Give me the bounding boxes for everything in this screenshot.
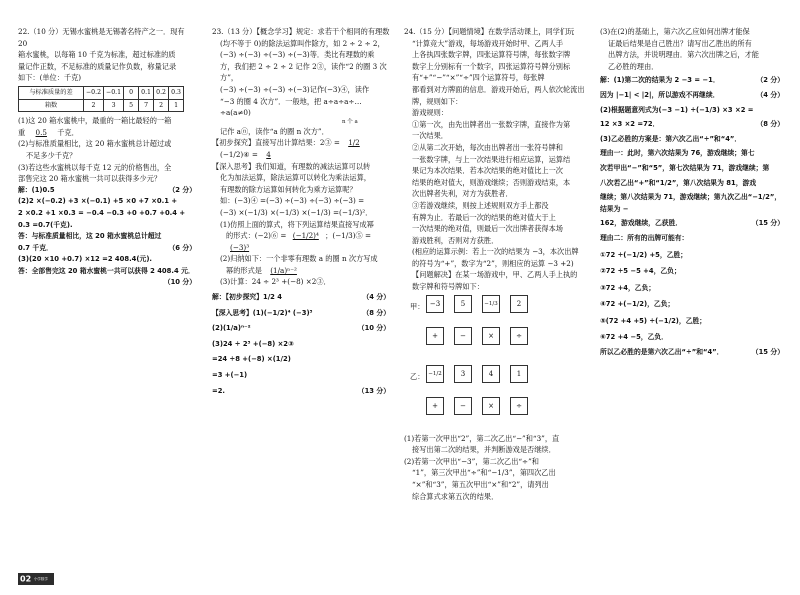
jia-label: 甲：: [410, 301, 425, 311]
q24-rules-title: 游戏规则：: [412, 108, 448, 118]
reason-line: 继续；第八次结果为 71，游戏继续；第九次乙出“−1/2”，结果为 −: [600, 193, 782, 213]
table-cell: 3: [104, 99, 124, 112]
q24-solve: 【问题解决】在某一场游戏中，甲、乙两人手上执的: [412, 270, 578, 280]
q24-part3: 证最后结果是自己胜出？请写出乙胜出的所有: [608, 38, 752, 48]
q24-part3: (3)在(2)的基础上，第六次乙应如何出牌才能保: [600, 27, 750, 36]
jia-operator-card: ×: [482, 327, 500, 345]
solution-line: (3)乙必胜的方案是：第六次乙出“÷”和“4”．: [600, 134, 742, 143]
q24-rule: 有牌为止．若最后一次的结果的绝对值大于上: [412, 212, 556, 222]
table-cell: 7: [139, 99, 154, 112]
q24-part1: 接写出第二次的结果，并判断游戏是否继续．: [412, 445, 556, 455]
case-line: ⑤(72 +4 +5) ÷(−1/2)，乙胜；: [600, 316, 707, 325]
q23-line: (−3) ÷(−3) ÷(−3) ÷(−3)等．类比有理数的乘: [220, 50, 375, 60]
table-cell: 与标准质量的差: [19, 86, 84, 99]
q24-rule: 结果的绝对值大，则游戏继续；否则游戏结束，本: [412, 177, 571, 187]
q24-line: “计算竞大”游戏，每场游戏开始时甲、乙两人手: [412, 38, 564, 48]
jia-number-card: −1/3: [482, 295, 500, 313]
q24-line: 都看到对方牌面的信息．游戏开始后，两人依次轮流出: [412, 84, 585, 94]
final-line: 所以乙必胜的是第六次乙出“÷”和“4”． （15 分）: [600, 348, 784, 357]
solution-line: =3 +(−1): [212, 371, 248, 380]
q23-brace-label: n 个 a: [342, 118, 358, 125]
answer-line: （10 分）: [163, 278, 196, 287]
q24-solve: 数字牌和符号牌如下：: [412, 282, 484, 292]
table-cell: 0.1: [139, 86, 154, 99]
jia-number-card: 2: [510, 295, 528, 313]
table-cell: 0.3: [169, 86, 184, 99]
q22-part1: (1)这 20 箱水蜜桃中，最重的一箱比最轻的一箱: [18, 116, 172, 126]
solution-line: 2 ×0.2 +1 ×0.3 = −0.4 −0.3 +0 +0.7 +0.4 +: [18, 208, 186, 217]
yi-number-card: 1: [510, 365, 528, 383]
question-23-column: [212, 26, 390, 397]
solution-line: 因为 |−1| < |2|，所以游戏不再继续． （4 分）: [600, 90, 784, 99]
q23-line: 方，我们把 2 ÷ 2 ÷ 2 记作 2③，读作“2 的圈 3 次方”，: [220, 61, 387, 83]
yi-number-card: 3: [454, 365, 472, 383]
reason-line: 理由一：此时，第六次结果为 76，游戏继续；第七: [600, 149, 755, 158]
q23-explore: (−1/2)④ = 4: [220, 149, 271, 159]
q24-line: 数字上分别标有一个数字，四张运算符号牌分别标: [412, 61, 571, 71]
solution-line: 解：(1)第二次的结果为 2 −3 = −1． （2 分）: [600, 76, 784, 85]
q23-line: “−3 的圈 4 次方”．一般地，把 a÷a÷a÷…÷a(a≠0): [220, 96, 362, 118]
jia-number-card: −3: [426, 295, 444, 313]
q23-sub2: (2)归纳如下：一个非零有理数 a 的圈 n 次方写成: [220, 254, 378, 264]
q23-line: (−3) ÷(−3) ÷(−3) ÷(−3)记作(−3)④，读作: [220, 84, 370, 94]
q24-line: 24.（15 分）【问题情境】在数学活动课上，同学们玩: [404, 27, 575, 36]
table-cell: −0.2: [84, 86, 104, 99]
q22-part2: 不足多少千克？: [26, 150, 77, 160]
page-number-badge: [18, 573, 54, 585]
answer-line: 答：全部售完这 20 箱水蜜桃一共可以获得 2 408.4 元．: [18, 266, 195, 275]
solution-line: (2)2 ×(−0.2) +3 ×(−0.1) +5 ×0 +7 ×0.1 +: [18, 197, 178, 206]
q23-sub2: 幂的形式是 (1/a)ⁿ⁻²: [226, 265, 297, 275]
q24-part2: “×”和“3”，第五次甲出“×”和“2”，请列出: [412, 480, 549, 490]
q23-line: (均不等于 0)的除法运算叫作除方，如 2 ÷ 2 ÷ 2，: [220, 38, 385, 48]
q22-part3: 部售完这 20 箱水蜜桃一共可以获得多少元？: [18, 174, 162, 184]
table-cell: 0: [124, 86, 139, 99]
solution-line: =2. （13 分）: [212, 386, 390, 395]
table-cell: −0.1: [104, 86, 124, 99]
q24-rule: ①第一次，由先出牌者出一张数字牌，直接作为第: [412, 119, 571, 129]
yi-operator-card: ÷: [510, 397, 528, 415]
case-line: ②72 ÷5 −5 +4，乙负；: [600, 267, 681, 276]
q22-line: 箱水蜜桃，以每箱 10 千克为标准，超过标准的质: [18, 50, 176, 60]
q24-rule: 果记为本次结果．若本次结果的绝对值比上一次: [412, 166, 563, 176]
solution-line: 解：(1)0.5 （2 分）: [18, 185, 196, 194]
q23-deep: 化为加法运算，除法运算可以转化为乘法运算，: [220, 173, 371, 183]
q24-rule: 次出牌者失利，对方为获胜者．: [412, 189, 513, 199]
q24-part3: 乙必胜的理由．: [608, 61, 659, 71]
yi-operator-card: ×: [482, 397, 500, 415]
answer-line: 答：与标准质量相比，这 20 箱水蜜桃总计超过: [18, 232, 162, 241]
jia-operator-card: +: [426, 327, 444, 345]
solution-line: 12 ×3 ×2 =72． （8 分）: [600, 120, 784, 129]
table-row: [19, 86, 184, 99]
q22-line: 22.（10 分）无锡水蜜桃是无锡著名特产之一．现有 20: [18, 27, 185, 48]
q22-part1: 重 0.5 千克．: [18, 127, 79, 137]
solution-line: (2)根据题意列式为(−3 −1) ÷(−1/3) ×3 ×2 =: [600, 105, 754, 114]
q22-part2: (2)与标准质量相比，这 20 箱水蜜桃总计超过或: [18, 139, 172, 149]
q24-line: 牌，规则如下：: [412, 96, 463, 106]
yi-number-card: −1/2: [426, 365, 444, 383]
q22-line: 如下：(单位：千克): [18, 73, 82, 83]
yi-operator-card: +: [426, 397, 444, 415]
q24-line: 有“+”“−”“×”“÷”四个运算符号，每张牌: [412, 73, 545, 83]
case-line: ⑥72 +4 −5，乙负．: [600, 333, 668, 342]
reason-line: 理由二：所有的出牌可能有：: [600, 233, 689, 242]
q23-deep: 如：(−3)④ =(−3) ÷(−3) ÷(−3) ÷(−3) =: [220, 196, 365, 206]
solution-line: (3)(20 ×10 +0.7) ×12 =2 408.4(元).: [18, 255, 153, 264]
q24-rule: ②从第二次开始，每次由出牌者出一张符号牌和: [412, 142, 563, 152]
solution-line: 【深入思考】(1)(−1/2)⁴ (−3)³ （8 分）: [212, 308, 390, 317]
q23-line: 记作 aⓝ，读作“a 的圈 n 次方”．: [220, 126, 329, 136]
table-cell: 5: [124, 99, 139, 112]
solution-line: 0.3 =0.7(千克).: [18, 220, 73, 229]
q23-line: 23.（13 分）【概念学习】规定：求若干个相同的有理数: [212, 27, 390, 36]
page-number: 02: [20, 574, 32, 584]
peach-weight-table: [18, 86, 184, 112]
q22-line: 量记作正数，不足标准的质量记作负数，称量记录: [18, 61, 177, 71]
jia-operator-card: ÷: [510, 327, 528, 345]
solution-line: 解：【初步探究】1/2 4 （4 分）: [212, 293, 390, 302]
table-cell: 2: [154, 99, 169, 112]
q23-deep: (−3) ×(−1/3) ×(−1/3) ×(−1/3) =(−1/3)²．: [220, 207, 373, 217]
q24-part2: 综合算式求第五次的结果．: [412, 491, 499, 501]
page-tag: 小学数学: [33, 577, 48, 581]
case-line: ③72 +4，乙负；: [600, 283, 656, 292]
solution-line: (2)(1/a)ⁿ⁻² （10 分）: [212, 324, 390, 333]
question-24-solution-column: [600, 26, 784, 359]
q24-example: 的符号为“+”，数字为“2”，则相应的运算 −3 +2): [412, 258, 574, 268]
question-22-column: [18, 26, 196, 289]
question-24-column: [404, 26, 588, 502]
q24-part2: (2)若第一次甲出“−3”，第二次乙出“÷”和: [404, 456, 539, 466]
solution-line: =24 ÷8 +(−8) ×(1/2): [212, 355, 291, 364]
q24-rule: 一次结果的绝对值，则最后一次出牌者获得本场: [412, 224, 563, 234]
answer-blank: 0.5: [35, 127, 47, 137]
card-layout: [404, 293, 588, 433]
table-cell: 0.2: [154, 86, 169, 99]
reason-line: 162，游戏继续，乙获胜． （15 分）: [600, 219, 784, 228]
q24-rule: ③若游戏继续，则按上述规则双方手上都没: [412, 200, 549, 210]
table-cell: 1: [169, 99, 184, 112]
q24-part2: “1”，第三次甲出“÷”和“−1/3”，第四次乙出: [412, 468, 556, 478]
q24-line: 上各执四张数字牌，四张运算符号牌，每张数字牌: [412, 50, 571, 60]
q23-sub1: (1)仿照上面的算式，将下列运算结果直接写成幂: [220, 219, 374, 229]
yi-label: 乙：: [410, 371, 425, 381]
q23-sub1: (−3)³: [230, 242, 250, 252]
q23-sub3: (3)计算：24 ÷ 2³ +(−8) ×2③．: [220, 277, 331, 287]
q22-part3: (3)若这些水蜜桃以每千克 12 元的价格售出，全: [18, 162, 172, 172]
answer-line: 0.7 千克． （6 分）: [18, 243, 196, 252]
q24-part1: (1)若第一次甲出“2”，第二次乙出“−”和“3”，直: [404, 433, 560, 443]
q24-rule: 游戏胜利，否则对方获胜．: [412, 235, 499, 245]
table-row: [19, 99, 184, 112]
jia-operator-card: −: [454, 327, 472, 345]
yi-number-card: 4: [482, 365, 500, 383]
q24-part3: 出牌方法，并说明理由．第六次出牌之后，才能: [608, 50, 759, 60]
table-cell: 2: [84, 99, 104, 112]
case-line: ④72 +(−1/2)，乙负；: [600, 300, 675, 309]
q24-example: (相应的运算示例：若上一次的结果为 −3，本次出牌: [412, 247, 579, 257]
q23-sub1: 的形式：(−2)⑥ = (−1/2)⁴ ；(−1/3)⑤ =: [226, 231, 372, 241]
reason-line: 次若甲出“−”和“5”，第七次结果为 71，游戏继续；第: [600, 163, 770, 172]
q23-explore: 【初步探究】直接写出计算结果：2③ = 1/2: [212, 138, 360, 148]
q24-rule: 一次结果．: [412, 131, 448, 141]
yi-operator-card: −: [454, 397, 472, 415]
q23-deep: 有理数的除方运算如何转化为乘方运算呢？: [220, 184, 357, 194]
case-line: ①72 ÷(−1/2) +5，乙胜；: [600, 250, 688, 259]
q23-deep: 【深入思考】我们知道，有理数的减法运算可以转: [212, 161, 371, 171]
q24-rule: 一张数字牌，与上一次结果进行相应运算，运算结: [412, 154, 571, 164]
jia-number-card: 5: [454, 295, 472, 313]
table-cell: 箱数: [19, 99, 84, 112]
reason-line: 八次若乙出“+”和“1/2”，第八次结果为 81，游戏: [600, 178, 757, 187]
solution-line: (3)24 ÷ 2³ +(−8) ×2③: [212, 339, 294, 348]
